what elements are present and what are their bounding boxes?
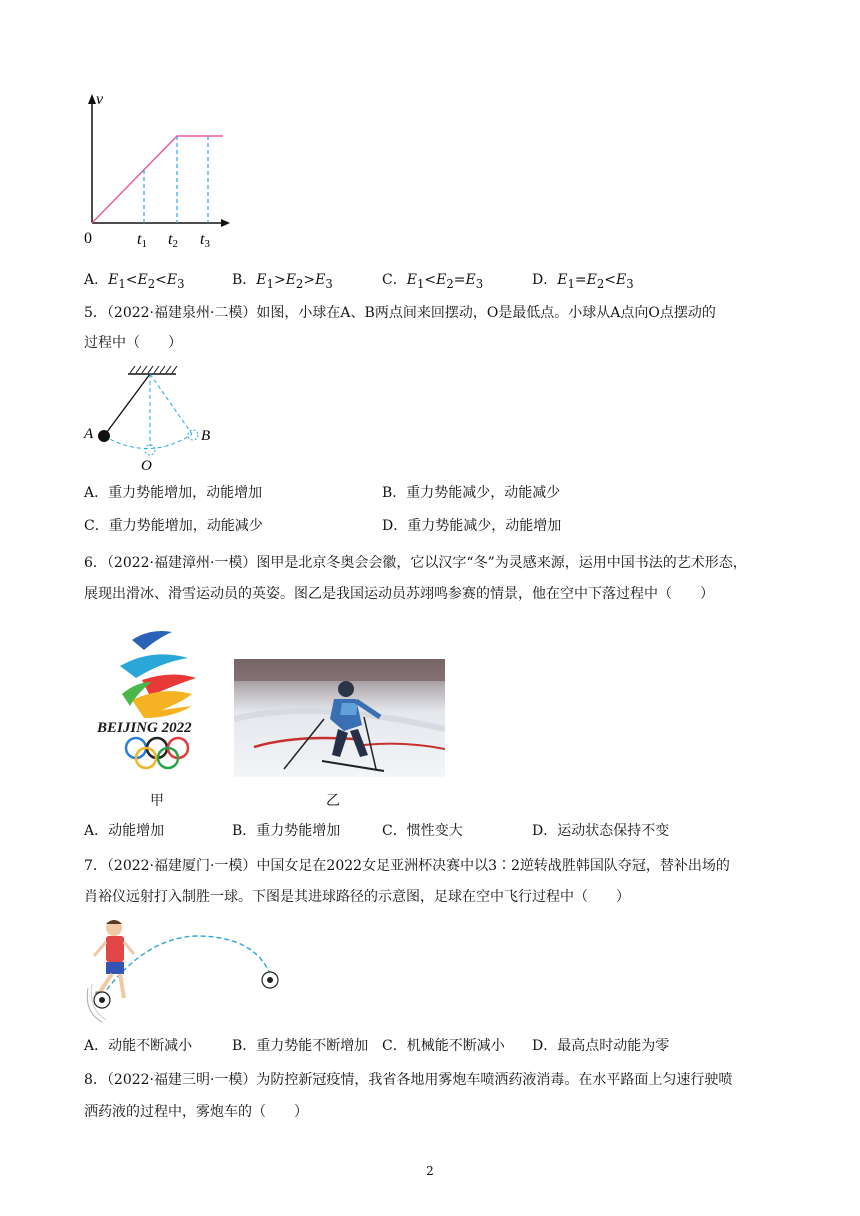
q5-option-c[interactable]: C．重力势能增加，动能减少 — [84, 518, 263, 534]
q7-option-b[interactable]: B．重力势能不断增加 — [232, 1038, 369, 1054]
q5-stem-line1: 5．（2022·福建泉州·二模）如图，小球在A、B两点间来回摆动，O是最低点。小球从A点向O点摆动的 — [84, 305, 716, 321]
q6-option-a[interactable]: A．动能增加 — [84, 823, 165, 839]
caption-yi: 乙 — [326, 793, 340, 809]
q7-option-c[interactable]: C．机械能不断减小 — [382, 1038, 505, 1054]
label-o: O — [141, 458, 152, 474]
tick-t1: t1 — [137, 231, 147, 250]
q5-option-a[interactable]: A．重力势能增加，动能增加 — [84, 485, 263, 501]
tick-t2: t2 — [168, 231, 178, 250]
q6-option-c[interactable]: C．惯性变大 — [382, 823, 463, 839]
label-a: A — [84, 426, 94, 442]
velocity-line — [92, 136, 223, 223]
pendulum-figure — [80, 362, 230, 474]
q7-option-d[interactable]: D．最高点时动能为零 — [532, 1038, 670, 1054]
q6-stem-line2: 展现出滑冰、滑雪运动员的英姿。图乙是我国运动员苏翊鸣参赛的情景，他在空中下落过程中（ ） — [84, 586, 714, 602]
q6-option-b[interactable]: B．重力势能增加 — [232, 823, 341, 839]
label-b: B — [201, 428, 211, 444]
q5-stem-line2: 过程中（ ） — [84, 335, 182, 351]
tick-t3: t3 — [200, 231, 210, 250]
q4-option-c[interactable]: C．$E_1<E_2=E_3$ — [382, 272, 484, 291]
skier-photo — [234, 659, 445, 777]
q7-stem-line2: 肖裕仪远射打入制胜一球。下图是其进球路径的示意图，足球在空中飞行过程中（ ） — [84, 889, 630, 905]
q6-option-d[interactable]: D．运动状态保持不变 — [532, 823, 670, 839]
origin-label: 0 — [84, 230, 92, 247]
q4-option-a[interactable]: A．$E_1<E_2<E_3$ — [84, 272, 185, 291]
q5-option-d[interactable]: D．重力势能减少，动能增加 — [382, 518, 562, 534]
q7-stem-line1: 7．（2022·福建厦门·一模）中国女足在2022女足亚洲杯决赛中以3∶2逆转战胜韩国队夺冠，替补出场的 — [84, 858, 730, 874]
velocity-time-graph — [80, 88, 240, 253]
logo-text: BEIJING 2022 — [97, 720, 192, 736]
q8-stem-line1: 8．（2022·福建三明·一模）为防控新冠疫情，我省各地用雾炮车喷洒药液消毒。在水平路面上匀速行驶喷 — [84, 1072, 733, 1088]
q5-option-b[interactable]: B．重力势能减少，动能减少 — [382, 485, 561, 501]
soccer-figure — [84, 918, 294, 1028]
q6-stem-line1: 6．（2022·福建漳州·一模）图甲是北京冬奥会会徽，它以汉字“冬”为灵感来源，运用中国书法的艺术形态， — [84, 555, 747, 571]
q4-option-d[interactable]: D．$E_1=E_2<E_3$ — [532, 272, 634, 291]
q8-stem-line2: 洒药液的过程中，雾炮车的（ ） — [84, 1104, 308, 1120]
page-number: 2 — [426, 1164, 434, 1178]
axis-v-label: v — [96, 91, 104, 108]
beijing-2022-emblem — [92, 622, 222, 772]
q4-option-b[interactable]: B．$E_1>E_2>E_3$ — [232, 272, 333, 291]
caption-jia: 甲 — [150, 793, 164, 809]
q7-option-a[interactable]: A．动能不断减小 — [84, 1038, 193, 1054]
